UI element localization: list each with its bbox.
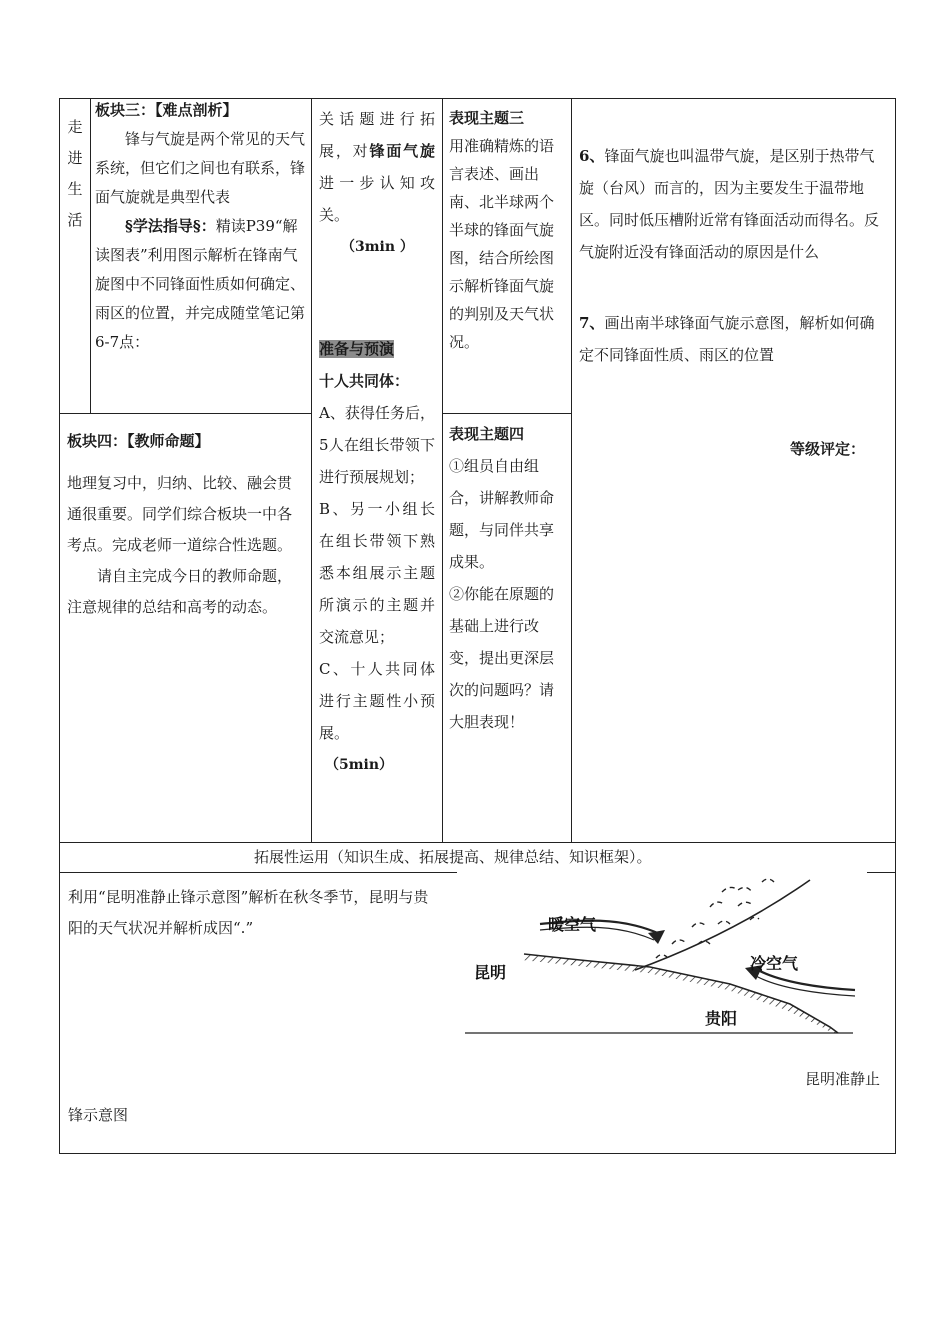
col2-time1: （3min ） [341, 239, 414, 255]
table-bottom-border [59, 1153, 896, 1154]
theme3-text: 用准确精炼的语言表述、画出南、北半球两个半球的锋面气旋图，结合所绘图示解析锋面气旋的判别及天气状况。 [449, 137, 555, 351]
module3-paragraph: 锋与气旋是两个常见的天气系统，但它们之间也有联系，锋面气旋就是典型代表 [95, 130, 306, 206]
row-divider-col1 [59, 413, 311, 414]
col2-block [319, 103, 435, 781]
front-diagram [460, 872, 880, 1052]
col2-intro: 关话题进行拓展，对锋面气旋进一步认知攻关。 [319, 110, 435, 224]
col2-time2: （5min） [325, 757, 394, 773]
col2-item-c: C、十人共同体进行主题性小预展。 [319, 660, 435, 742]
question-7: 7、画出南半球锋面气旋示意图，解析如何确定不同锋面性质、雨区的位置 [579, 314, 875, 364]
module3-block [95, 96, 305, 357]
caption-part1: 昆明准静止 [805, 1070, 881, 1088]
theme4-item2: ②你能在原题的基础上进行改变，提出更深层次的问题吗？请大胆表现！ [449, 585, 555, 731]
group-label: 十人共同体： [319, 372, 410, 390]
module4-block [67, 426, 305, 623]
col-divider-3 [571, 98, 572, 843]
prep-label: 准备与预演 [319, 340, 395, 358]
module4-title: 板块四：【教师命题】 [67, 432, 210, 450]
col-divider-1 [311, 98, 312, 843]
col-divider-2 [442, 98, 443, 843]
warm-air-label: 暖空气 [548, 915, 597, 934]
theme4-title: 表现主题四 [449, 425, 525, 443]
cold-air-arrow [758, 970, 855, 990]
table-right-border [895, 98, 896, 1154]
caption-part2: 锋示意图 [68, 1106, 129, 1124]
col2-item-b: B、另一小组长在组长带领下熟悉本组展示主题所演示的主题并交流意见； [319, 500, 435, 646]
theme3-block [449, 104, 565, 356]
module3-title: 板块三：【难点剖析】 [95, 101, 238, 119]
guiyang-label: 贵阳 [705, 1009, 738, 1028]
table-left-border [59, 98, 60, 1154]
cold-air-label: 冷空气 [750, 954, 799, 973]
module4-paragraph2: 请自主完成今日的教师命题，注意规律的总结和高考的动态。 [67, 567, 293, 616]
grade-label: 等级评定： [790, 440, 866, 458]
questions-block [579, 140, 887, 371]
theme4-item1: ①组员自由组合，讲解教师命题，与同伴共享成果。 [449, 457, 555, 571]
kunming-label: 昆明 [474, 963, 507, 982]
question-6: 6、锋面气旋也叫温带气旋，是区别于热带气旋（台风）而言的，因为主要发生于温带地区。同时低压槽附近常有锋面活动而得名。反气旋附近没有锋面活动的原因是什么 [579, 147, 880, 261]
guide-text: 精读P39“解读图表”利用图示解析在锋南气旋图中不同锋面性质如何确定、雨区的位置，并完成随堂笔记第6-7点： [95, 217, 306, 351]
module3-guide [95, 212, 305, 357]
col-divider-label [90, 98, 91, 414]
header-under-left [59, 872, 457, 873]
row-divider-col3 [442, 413, 571, 414]
module4-paragraph1: 地理复习中，归纳、比较、融会贯通很重要。同学们综合板块一中各考点。完成老师一道综合性选题。 [67, 474, 293, 554]
col2-item-a: A、获得任务后，5人在组长带领下进行预展规划； [319, 404, 435, 486]
guide-label: §学法指导§： [125, 217, 216, 235]
vertical-label: 走 进 生 活 [67, 118, 83, 229]
extension-header: 拓展性运用（知识生成、拓展提高、规律总结、知识框架）。 [254, 848, 652, 866]
cloud-icon [656, 879, 774, 958]
theme3-title: 表现主题三 [449, 109, 525, 127]
extension-question: 利用“昆明准静止锋示意图”解析在秋冬季节，昆明与贵阳的天气状况并解析成因“.” [68, 888, 429, 937]
col2-keyword: 锋面气旋 [369, 142, 435, 160]
theme4-block [449, 418, 565, 738]
